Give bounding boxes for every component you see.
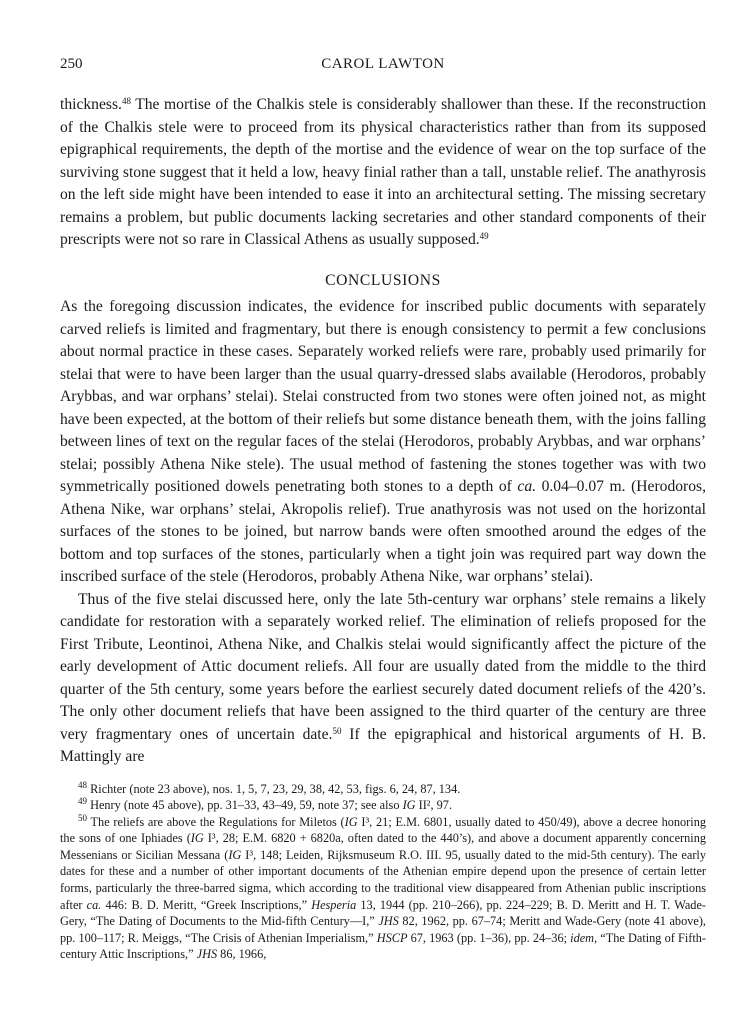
running-header (60, 56, 706, 76)
main-text (60, 94, 706, 769)
paragraph: Thus of the five stelai discussed here, only the late 5th-century war orphans’ stele remains a likely candidate for restoration with a separately worked relief. The elimination of reliefs proposed for the First Tribute, Leontinoi, Athena Nike, and Chalkis stelai would significantly affect the picture of the early development of Attic document reliefs. All four are usually dated from the middle to the third quarter of the 5th century, some years before the earliest securely dated document reliefs of the 420’s. The only other document reliefs that have been assigned to the third quarter of the century are three very fragmentary ones of uncertain date.$^{50}$ If the epigraphical and historical arguments of H. B. Mattingly are (60, 590, 706, 765)
paragraph: thickness.$^{48}$ The mortise of the Chalkis stele is considerably shallower than these. If the reconstruction of the Chalkis stele were to proceed from its physical characteristics rather than from its supposed epigraphical requirements, the depth of the mortise and the evidence of wear on the top surface of the surviving stone suggest that it held a low, heavy finial rather than a tall, unstable relief. The anathyrosis on the left side might have been intended to ease it into an architectural setting. The missing secretary remains a problem, but public documents lacking secretaries and other standard components of their prescripts were not so rare in Classical Athens as usually supposed.$^{49}$ (60, 96, 706, 248)
footnote-number: 50 (78, 812, 87, 823)
section-heading: CONCLUSIONS (325, 271, 441, 289)
footnote-number: 48 (78, 779, 87, 790)
footnote: $^{48}$ Richter (note 23 above), nos. 1, 5, 7, 23, 29, 38, 42, 53, figs. 6, 24, 87, 134. (78, 779, 461, 796)
page-number: 250 (60, 56, 83, 72)
footnotes (60, 781, 706, 964)
footnote-ref[interactable]: 48 (121, 96, 131, 106)
footnote-ref[interactable]: 49 (479, 231, 489, 241)
page (60, 0, 706, 963)
paragraph: As the foregoing discussion indicates, the evidence for inscribed public documents with separately carved reliefs is limited and fragmentary, but there is enough consistency to permit a few conclusions about normal practice in these cases. Separately worked reliefs were rare, probably used primarily for stelai that were to have been larger than the usual quarry-dressed slabs available (Herodoros, probably Arybbas, and war orphans’ stelai). Stelai constructed from two stones were often joined not, as might have been expected, at the bottom of their reliefs but some distance beneath them, with the joins falling between lines of text on the regular faces of the stelai (Herodoros, probably Arybbas, and war orphans’ stelai; possibly Athena Nike stele). The usual method of fastening the stones together was with two symmetrically positioned dowels penetrating both stones to a depth of ca. 0.04–0.07 m. (Herodoros, Athena Nike, war orphans’ stelai, Akropolis relief). True anathyrosis was not used on the horizontal surfaces of the stones to be joined, but narrow bands were often smoothed around the edges of the bottom and top surfaces of the stones, particularly when a tight join was required part way down the inscribed surface of the stele (Herodoros, probably Athena Nike, war orphans’ stelai). (60, 298, 707, 585)
running-title: CAROL LAWTON (321, 56, 445, 72)
footnote: $^{49}$ Henry (note 45 above), pp. 31–33, 43–49, 59, note 37; see also IG II², 97. (78, 796, 453, 813)
footnote: $^{50}$ The reliefs are above the Regulations for Miletos (IG I³, 21; E.M. 6801, usually dated to 450/49), above a decree honoring the sons of one Iphiades (IG I³, 28; E.M. 6820 + 6820a, often dated to the 440’s), and above a document apparently concerning Messenians or Sicilian Messana (IG I³, 148; Leiden, Rijksmuseum R.O. III. 95, usually dated to the mid-5th century). The early dates for these and a number of other important documents of the Athenian empire depend upon the presence of certain letter forms, particularly the three-barred sigma, which according to the traditional view disappeared from Athenian public inscriptions after ca. 446: B. D. Meritt, “Greek Inscriptions,” Hesperia 13, 1944 (pp. 210–266), pp. 224–229; B. D. Meritt and H. T. Wade-Gery, “The Dating of Documents to the Mid-fifth Century—I,” JHS 82, 1962, pp. 67–74; Meritt and Wade-Gery (note 41 above), pp. 100–117; R. Meiggs, “The Crisis of Athenian Imperialism,” HSCP 67, 1963 (pp. 1–36), pp. 24–36; idem, “The Dating of Fifth-century Attic Inscriptions,” JHS 86, 1966, (60, 812, 706, 962)
footnote-number: 49 (78, 796, 87, 807)
footnote-ref[interactable]: 50 (332, 725, 342, 736)
